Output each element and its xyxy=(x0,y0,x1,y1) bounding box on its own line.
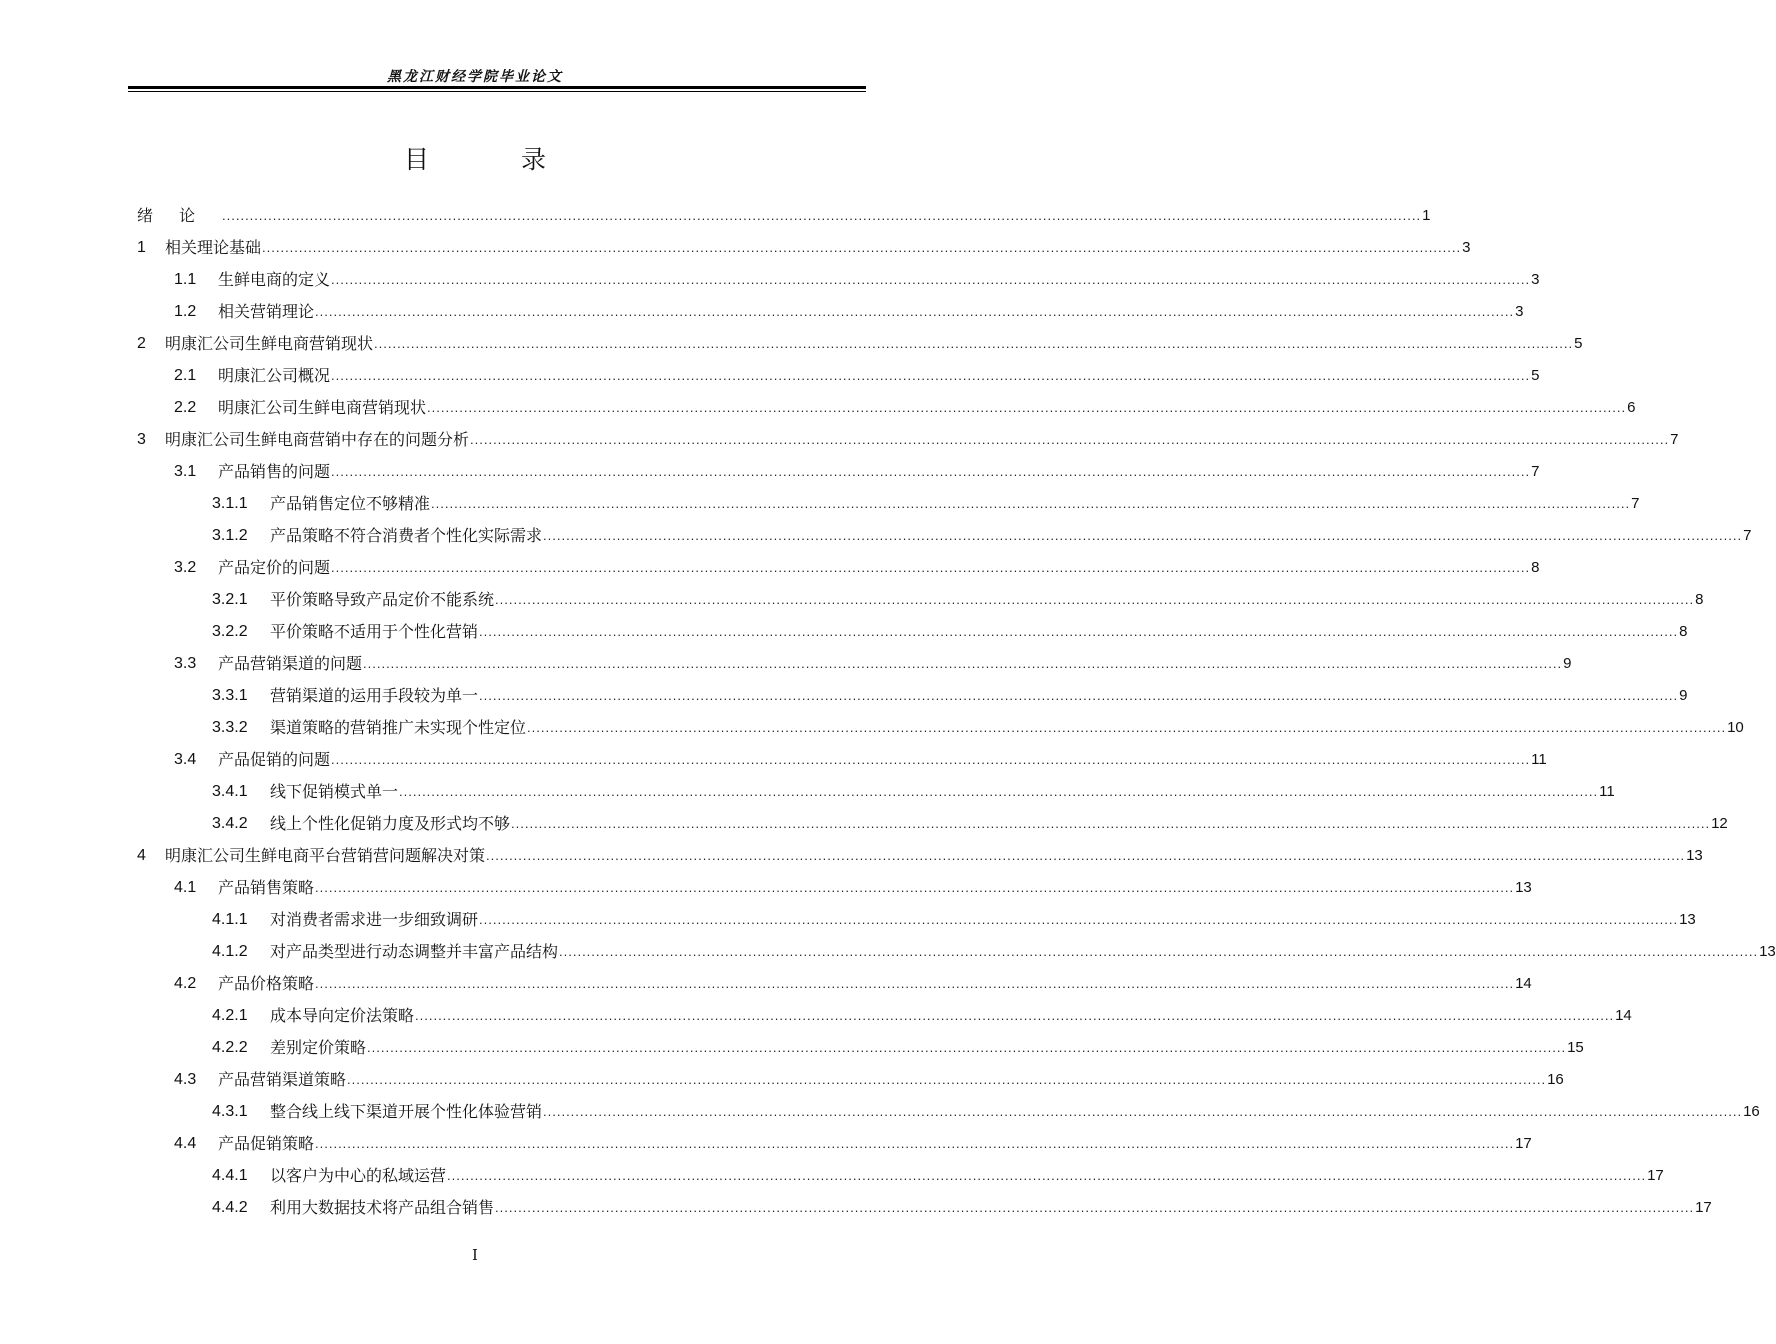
toc-entry[interactable] xyxy=(137,806,1728,838)
toc-dot-leader: .................................................................................................................................................................................................................................................................... xyxy=(543,528,1743,543)
toc-dot-leader: .................................................................................................................................................................................................................................................................... xyxy=(331,560,1531,575)
toc-entry[interactable] xyxy=(137,1062,1564,1094)
toc-entry-title: 产品定价的问题 xyxy=(218,558,331,577)
toc-entry-page: 13 xyxy=(1759,943,1776,960)
toc-entry-page: 17 xyxy=(1695,1199,1712,1216)
toc-entry-number: 3.1 xyxy=(174,463,197,480)
toc-entry-page: 17 xyxy=(1515,1135,1532,1152)
toc-entry-number: 4.2 xyxy=(174,975,197,992)
toc-entry[interactable] xyxy=(137,838,1703,870)
toc-entry-number: 3.1.2 xyxy=(212,527,248,544)
toc-entry-title: 产品营销渠道策略 xyxy=(218,1070,347,1089)
toc-entry-title: 以客户为中心的私域运营 xyxy=(270,1166,447,1185)
toc-entry-title: 线下促销模式单一 xyxy=(270,782,399,801)
toc-entry[interactable] xyxy=(137,486,1640,518)
toc-entry-page: 15 xyxy=(1567,1039,1584,1056)
toc-entry-number: 3.4.2 xyxy=(212,815,248,832)
toc-entry-page: 11 xyxy=(1599,783,1615,800)
toc-dot-leader: .................................................................................................................................................................................................................................................................... xyxy=(415,1008,1615,1023)
toc-entry[interactable] xyxy=(137,934,1776,966)
toc-entry-page: 6 xyxy=(1627,399,1636,416)
toc-entry-page: 5 xyxy=(1531,367,1540,384)
toc-entry-title: 线上个性化促销力度及形式均不够 xyxy=(270,814,511,833)
toc-entry-title: 整合线上线下渠道开展个性化体验营销 xyxy=(270,1102,543,1121)
toc-entry[interactable] xyxy=(137,550,1540,582)
toc-dot-leader: .................................................................................................................................................................................................................................................................... xyxy=(479,912,1679,927)
toc-entry-number: 3.2.2 xyxy=(212,623,248,640)
toc-entry-number: 3 xyxy=(137,431,146,448)
toc-entry-page: 8 xyxy=(1679,623,1688,640)
toc-entry-page: 14 xyxy=(1615,1007,1632,1024)
toc-entry-page: 9 xyxy=(1563,655,1572,672)
toc-entry-number: 1.1 xyxy=(174,271,197,288)
toc-entry-number: 4.3 xyxy=(174,1071,197,1088)
toc-entry[interactable] xyxy=(137,774,1615,806)
toc-entry[interactable] xyxy=(137,1030,1584,1062)
toc-entry-page: 16 xyxy=(1547,1071,1564,1088)
toc-entry[interactable] xyxy=(137,198,1431,230)
toc-entry[interactable] xyxy=(137,454,1540,486)
toc-entry-title: 明康汇公司概况 xyxy=(218,366,331,385)
toc-dot-leader: .................................................................................................................................................................................................................................................................... xyxy=(222,208,1422,223)
toc-entry[interactable] xyxy=(137,710,1744,742)
toc-entry[interactable] xyxy=(137,1126,1532,1158)
toc-entry-number: 2.1 xyxy=(174,367,197,384)
table-of-contents xyxy=(137,198,1776,1222)
toc-entry-title: 对消费者需求进一步细致调研 xyxy=(270,910,479,929)
toc-entry-number: 3.3.1 xyxy=(212,687,248,704)
toc-dot-leader: .................................................................................................................................................................................................................................................................... xyxy=(262,240,1462,255)
toc-dot-leader: .................................................................................................................................................................................................................................................................... xyxy=(347,1072,1547,1087)
toc-entry[interactable] xyxy=(137,294,1524,326)
toc-entry-page: 3 xyxy=(1515,303,1524,320)
toc-dot-leader: .................................................................................................................................................................................................................................................................... xyxy=(315,880,1515,895)
toc-dot-leader: .................................................................................................................................................................................................................................................................... xyxy=(543,1104,1743,1119)
toc-dot-leader: .................................................................................................................................................................................................................................................................... xyxy=(470,432,1670,447)
toc-entry-page: 7 xyxy=(1743,527,1752,544)
toc-entry[interactable] xyxy=(137,966,1532,998)
toc-entry-page: 12 xyxy=(1711,815,1728,832)
toc-entry-title: 明康汇公司生鲜电商平台营销营问题解决对策 xyxy=(165,846,486,865)
toc-entry[interactable] xyxy=(137,998,1632,1030)
toc-entry-number: 4.4.1 xyxy=(212,1167,248,1184)
toc-entry-title: 平价策略导致产品定价不能系统 xyxy=(270,590,495,609)
toc-dot-leader: .................................................................................................................................................................................................................................................................... xyxy=(363,656,1563,671)
toc-entry-page: 8 xyxy=(1695,591,1704,608)
toc-dot-leader: .................................................................................................................................................................................................................................................................... xyxy=(495,1200,1695,1215)
header-rule-thin xyxy=(128,91,866,92)
toc-entry-page: 3 xyxy=(1462,239,1471,256)
toc-entry[interactable] xyxy=(137,1094,1760,1126)
toc-entry-title: 产品促销的问题 xyxy=(218,750,331,769)
toc-entry-page: 13 xyxy=(1515,879,1532,896)
toc-entry-page: 14 xyxy=(1515,975,1532,992)
toc-entry[interactable] xyxy=(137,582,1704,614)
toc-dot-leader: .................................................................................................................................................................................................................................................................... xyxy=(331,464,1531,479)
toc-entry-number: 3.3 xyxy=(174,655,197,672)
running-header: 黑龙江财经学院毕业论文 xyxy=(387,69,563,85)
toc-entry-page: 8 xyxy=(1531,559,1540,576)
toc-entry[interactable] xyxy=(137,1158,1664,1190)
toc-entry-page: 10 xyxy=(1727,719,1744,736)
toc-entry[interactable] xyxy=(137,870,1532,902)
toc-entry-page: 13 xyxy=(1686,847,1703,864)
toc-entry-number: 1.2 xyxy=(174,303,197,320)
toc-entry-number: 4.2.2 xyxy=(212,1039,248,1056)
toc-dot-leader: .................................................................................................................................................................................................................................................................... xyxy=(331,752,1531,767)
toc-entry[interactable] xyxy=(137,518,1752,550)
toc-entry-number: 2.2 xyxy=(174,399,197,416)
toc-entry-title: 相关理论基础 xyxy=(165,238,262,257)
toc-entry-title: 明康汇公司生鲜电商营销现状 xyxy=(165,334,374,353)
toc-entry-title: 产品销售的问题 xyxy=(218,462,331,481)
toc-entry-number: 4.1.2 xyxy=(212,943,248,960)
toc-entry[interactable] xyxy=(137,614,1688,646)
toc-entry[interactable] xyxy=(137,422,1679,454)
toc-entry-number: 3.2 xyxy=(174,559,197,576)
toc-entry[interactable] xyxy=(137,358,1540,390)
toc-entry-title: 产品销售定位不够精准 xyxy=(270,494,431,513)
toc-entry-number: 3.2.1 xyxy=(212,591,248,608)
toc-entry-number: 4.1 xyxy=(174,879,197,896)
toc-entry-page: 7 xyxy=(1531,463,1540,480)
toc-entry-number: 3.4 xyxy=(174,751,197,768)
toc-entry-title: 差别定价策略 xyxy=(270,1038,367,1057)
toc-entry-number: 3.3.2 xyxy=(212,719,248,736)
toc-entry-title: 明康汇公司生鲜电商营销现状 xyxy=(218,398,427,417)
toc-entry[interactable] xyxy=(137,262,1540,294)
toc-entry-number: 4.4.2 xyxy=(212,1199,248,1216)
toc-entry-number: 1 xyxy=(137,239,146,256)
toc-entry-title: 产品价格策略 xyxy=(218,974,315,993)
toc-entry-title: 产品销售策略 xyxy=(218,878,315,897)
toc-entry-page: 9 xyxy=(1679,687,1688,704)
toc-entry-number: 4.4 xyxy=(174,1135,197,1152)
toc-dot-leader: .................................................................................................................................................................................................................................................................... xyxy=(511,816,1711,831)
toc-entry-title: 营销渠道的运用手段较为单一 xyxy=(270,686,479,705)
toc-dot-leader: .................................................................................................................................................................................................................................................................... xyxy=(399,784,1599,799)
toc-entry-number: 2 xyxy=(137,335,146,352)
toc-entry[interactable] xyxy=(137,1190,1712,1222)
toc-entry[interactable] xyxy=(137,742,1547,774)
toc-entry-title: 明康汇公司生鲜电商营销中存在的问题分析 xyxy=(165,430,470,449)
toc-entry-page: 17 xyxy=(1647,1167,1664,1184)
toc-dot-leader: .................................................................................................................................................................................................................................................................... xyxy=(315,976,1515,991)
toc-dot-leader: .................................................................................................................................................................................................................................................................... xyxy=(331,368,1531,383)
toc-entry-title: 产品策略不符合消费者个性化实际需求 xyxy=(270,526,543,545)
toc-dot-leader: .................................................................................................................................................................................................................................................................... xyxy=(559,944,1759,959)
toc-dot-leader: .................................................................................................................................................................................................................................................................... xyxy=(479,624,1679,639)
header-rule-thick xyxy=(128,86,866,89)
toc-entry[interactable] xyxy=(137,230,1471,262)
toc-entry-page: 13 xyxy=(1679,911,1696,928)
toc-entry-title: 绪论 xyxy=(137,206,222,225)
toc-entry[interactable] xyxy=(137,390,1636,422)
toc-entry-page: 5 xyxy=(1574,335,1583,352)
toc-entry-number: 4.3.1 xyxy=(212,1103,248,1120)
toc-entry-number: 4.1.1 xyxy=(212,911,248,928)
toc-entry-page: 11 xyxy=(1531,751,1547,768)
toc-entry-title: 平价策略不适用于个性化营销 xyxy=(270,622,479,641)
page-number: I xyxy=(472,1246,478,1264)
toc-entry-title: 对产品类型进行动态调整并丰富产品结构 xyxy=(270,942,559,961)
toc-dot-leader: .................................................................................................................................................................................................................................................................... xyxy=(315,1136,1515,1151)
toc-entry-number: 4 xyxy=(137,847,146,864)
toc-entry[interactable] xyxy=(137,326,1583,358)
toc-entry-number: 3.4.1 xyxy=(212,783,248,800)
page-title: 目 录 xyxy=(404,145,588,174)
toc-entry-page: 3 xyxy=(1531,271,1540,288)
toc-entry[interactable] xyxy=(137,902,1696,934)
toc-entry-page: 7 xyxy=(1670,431,1679,448)
toc-dot-leader: .................................................................................................................................................................................................................................................................... xyxy=(431,496,1631,511)
toc-entry-page: 7 xyxy=(1631,495,1640,512)
toc-dot-leader: .................................................................................................................................................................................................................................................................... xyxy=(427,400,1627,415)
toc-entry-title: 产品促销策略 xyxy=(218,1134,315,1153)
toc-entry[interactable] xyxy=(137,646,1572,678)
toc-entry-title: 利用大数据技术将产品组合销售 xyxy=(270,1198,495,1217)
toc-dot-leader: .................................................................................................................................................................................................................................................................... xyxy=(367,1040,1567,1055)
toc-dot-leader: .................................................................................................................................................................................................................................................................... xyxy=(447,1168,1647,1183)
toc-entry-title: 生鲜电商的定义 xyxy=(218,270,331,289)
toc-entry-number: 3.1.1 xyxy=(212,495,248,512)
toc-entry-title: 渠道策略的营销推广未实现个性定位 xyxy=(270,718,527,737)
toc-entry[interactable] xyxy=(137,678,1688,710)
toc-entry-title: 成本导向定价法策略 xyxy=(270,1006,415,1025)
toc-dot-leader: .................................................................................................................................................................................................................................................................... xyxy=(479,688,1679,703)
toc-entry-title: 产品营销渠道的问题 xyxy=(218,654,363,673)
toc-dot-leader: .................................................................................................................................................................................................................................................................... xyxy=(315,304,1515,319)
toc-entry-page: 16 xyxy=(1743,1103,1760,1120)
toc-entry-title: 相关营销理论 xyxy=(218,302,315,321)
toc-entry-page: 1 xyxy=(1422,207,1431,224)
toc-dot-leader: .................................................................................................................................................................................................................................................................... xyxy=(374,336,1574,351)
toc-dot-leader: .................................................................................................................................................................................................................................................................... xyxy=(486,848,1686,863)
toc-dot-leader: .................................................................................................................................................................................................................................................................... xyxy=(527,720,1727,735)
toc-dot-leader: .................................................................................................................................................................................................................................................................... xyxy=(331,272,1531,287)
toc-dot-leader: .................................................................................................................................................................................................................................................................... xyxy=(495,592,1695,607)
toc-entry-number: 4.2.1 xyxy=(212,1007,248,1024)
